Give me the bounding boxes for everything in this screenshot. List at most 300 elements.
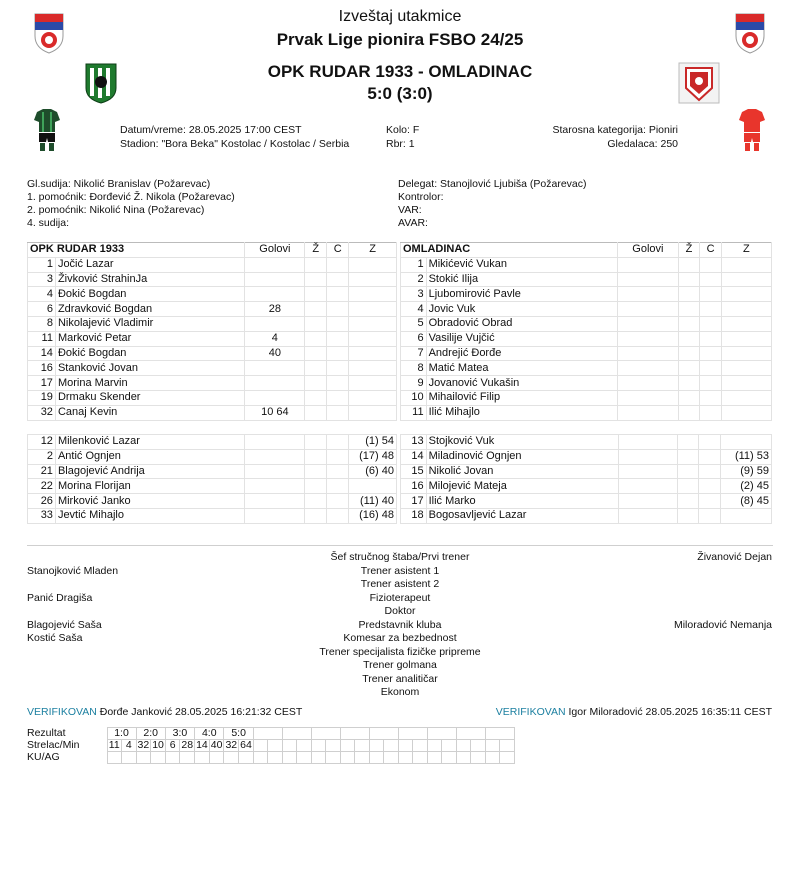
player-sub xyxy=(721,257,771,272)
staff-role: Trener golmana xyxy=(363,659,437,671)
player-yellow xyxy=(678,346,700,361)
player-number: 17 xyxy=(28,376,56,391)
player-red xyxy=(327,435,349,450)
sub-row xyxy=(28,449,397,464)
player-row xyxy=(401,302,772,317)
player-yellow xyxy=(678,361,700,376)
kuag-cell xyxy=(282,752,297,764)
player-goals xyxy=(617,316,678,331)
player-sub xyxy=(721,316,771,331)
player-goals xyxy=(617,287,678,302)
player-goals: 4 xyxy=(245,331,305,346)
player-name: Ilić Marko xyxy=(426,494,618,509)
scorer-cell xyxy=(282,740,297,752)
score-grid xyxy=(27,727,515,764)
league-title: Prvak Lige pionira FSBO 24/25 xyxy=(276,30,524,49)
player-red xyxy=(700,346,722,361)
player-sub xyxy=(349,361,397,376)
kuag-cell xyxy=(151,752,166,764)
player-name: Nikolić Jovan xyxy=(426,464,618,479)
player-goals xyxy=(618,508,678,523)
main-referee: Gl.sudija: Nikolić Branislav (Požarevac) xyxy=(27,178,211,190)
player-row xyxy=(401,390,772,405)
player-yellow xyxy=(305,479,327,494)
player-sub: (11) 53 xyxy=(720,449,771,464)
staff-role: Predstavnik kluba xyxy=(358,618,442,631)
player-goals xyxy=(617,361,678,376)
player-sub xyxy=(349,390,397,405)
player-number: 21 xyxy=(28,464,56,479)
player-number: 26 xyxy=(28,494,56,509)
sub-row xyxy=(28,508,397,523)
player-sub xyxy=(721,405,771,420)
player-red xyxy=(700,390,722,405)
player-sub xyxy=(720,435,771,450)
kuag-cell xyxy=(369,752,384,764)
red-header: C xyxy=(700,243,722,258)
player-name: Marković Petar xyxy=(55,331,245,346)
scorer-cell: 28 xyxy=(181,739,194,751)
player-yellow xyxy=(678,376,700,391)
player-name: Drmaku Skender xyxy=(55,390,245,405)
player-row xyxy=(401,361,772,376)
player-red xyxy=(700,361,722,376)
player-yellow xyxy=(305,272,327,287)
player-red xyxy=(327,316,349,331)
player-red xyxy=(327,257,349,272)
result-cell xyxy=(340,728,369,740)
delegate: Delegat: Stanojlović Ljubiša (Požarevac) xyxy=(398,178,587,190)
player-sub: (17) 48 xyxy=(348,449,396,464)
player-row xyxy=(28,272,397,287)
sub-header: Z xyxy=(349,243,397,258)
scorer-cell: 10 xyxy=(152,739,164,751)
kuag-cell xyxy=(326,752,341,764)
kuag-cell xyxy=(268,752,283,764)
player-red xyxy=(700,376,722,391)
score-grid-row xyxy=(27,728,514,740)
player-name: Đokić Bogdan xyxy=(55,346,245,361)
scorer-cell xyxy=(340,740,355,752)
player-goals xyxy=(245,508,305,523)
player-number: 8 xyxy=(28,316,56,331)
player-red xyxy=(327,302,349,317)
player-row xyxy=(401,405,772,420)
player-yellow xyxy=(305,257,327,272)
player-name: Zdravković Bogdan xyxy=(55,302,245,317)
player-sub xyxy=(721,361,771,376)
player-red xyxy=(699,479,720,494)
player-red xyxy=(327,376,349,391)
player-number: 14 xyxy=(28,346,56,361)
player-yellow xyxy=(305,464,327,479)
staff-role: Komesar za bezbednost xyxy=(343,632,457,644)
player-number: 13 xyxy=(401,435,427,450)
player-goals xyxy=(245,494,305,509)
player-sub xyxy=(349,316,397,331)
kuag-cell xyxy=(209,752,224,764)
player-goals xyxy=(618,464,678,479)
sub-row xyxy=(401,449,772,464)
player-name: Vasilije Vujčić xyxy=(426,331,617,346)
player-name: Jočić Lazar xyxy=(55,257,245,272)
player-yellow xyxy=(678,390,700,405)
player-goals xyxy=(618,435,678,450)
player-red xyxy=(699,494,720,509)
player-yellow xyxy=(678,464,699,479)
player-red xyxy=(700,331,722,346)
scorer-cell: 11 xyxy=(108,739,120,751)
score-grid-label: Strelac/Min xyxy=(27,739,80,751)
player-name: Nikolajević Vladimir xyxy=(55,316,245,331)
player-red xyxy=(699,508,720,523)
kuag-cell xyxy=(224,752,239,764)
home-verified-tag: VERIFIKOVAN xyxy=(27,706,97,718)
player-sub xyxy=(720,508,771,523)
score-grid-label: KU/AG xyxy=(27,751,60,763)
scorer-cell xyxy=(268,740,283,752)
home-staff-member: Panić Dragiša xyxy=(27,591,93,604)
var-official: VAR: xyxy=(398,204,422,216)
away-team-name: OMLADINAC xyxy=(401,243,618,258)
player-goals xyxy=(618,494,678,509)
player-goals xyxy=(245,435,305,450)
kuag-cell xyxy=(471,752,486,764)
player-sub xyxy=(348,479,396,494)
score-grid-row xyxy=(27,752,514,764)
home-verified-text: Đorđe Janković 28.05.2025 16:21:32 CEST xyxy=(99,706,303,718)
player-sub: (11) 40 xyxy=(348,494,396,509)
player-number: 1 xyxy=(401,257,427,272)
player-yellow xyxy=(305,361,327,376)
player-goals xyxy=(245,390,305,405)
player-sub xyxy=(349,331,397,346)
result-cell: 1:0 xyxy=(107,728,136,740)
player-number: 19 xyxy=(28,390,56,405)
kuag-cell xyxy=(355,752,370,764)
kuag-cell xyxy=(398,752,413,764)
scorer-cell xyxy=(369,740,384,752)
player-row xyxy=(401,272,772,287)
player-row xyxy=(28,405,397,420)
away-kit-icon xyxy=(738,108,766,152)
assistant-referee-2: 2. pomoćnik: Nikolić Nina (Požarevac) xyxy=(27,204,205,216)
player-name: Jevtić Mihajlo xyxy=(55,508,245,523)
result-cell xyxy=(369,728,398,740)
scorer-cell: 40 xyxy=(210,739,223,751)
player-red xyxy=(327,346,349,361)
match-title: OPK RUDAR 1933 - OMLADINAC xyxy=(267,62,533,81)
home-team-name: OPK RUDAR 1933 xyxy=(28,243,245,258)
home-staff-member: Kostić Saša xyxy=(27,632,83,644)
player-row xyxy=(28,287,397,302)
result-cell xyxy=(456,728,485,740)
player-red xyxy=(327,361,349,376)
sub-row xyxy=(28,464,397,479)
controller: Kontrolor: xyxy=(398,191,444,203)
sub-row xyxy=(401,479,772,494)
scorer-cell: 64 xyxy=(240,739,252,751)
player-goals xyxy=(618,449,678,464)
player-goals xyxy=(618,479,678,494)
player-yellow xyxy=(678,508,699,523)
result-cell: 2:0 xyxy=(136,728,165,740)
player-name: Ljubomirović Pavle xyxy=(426,287,617,302)
player-red xyxy=(699,435,720,450)
player-name: Antić Ognjen xyxy=(55,449,245,464)
assistant-referee-1: 1. pomoćnik: Đorđević Ž. Nikola (Požarevac) xyxy=(27,191,235,203)
player-sub: (1) 54 xyxy=(348,435,396,450)
player-name: Đokić Bogdan xyxy=(55,287,245,302)
player-yellow xyxy=(678,272,700,287)
scorer-cell xyxy=(311,740,326,752)
player-yellow xyxy=(678,435,699,450)
player-yellow xyxy=(678,316,700,331)
player-goals xyxy=(617,376,678,391)
kuag-cell xyxy=(165,752,180,764)
staff-role: Trener asistent 2 xyxy=(360,578,440,590)
player-number: 15 xyxy=(401,464,427,479)
player-name: Bogosavljević Lazar xyxy=(426,508,618,523)
scorer-cell xyxy=(500,740,515,752)
player-goals: 40 xyxy=(245,346,305,361)
home-club-logo-icon xyxy=(84,62,118,104)
player-number: 6 xyxy=(28,302,56,317)
player-sub xyxy=(349,287,397,302)
player-sub: (6) 40 xyxy=(348,464,396,479)
age-category: Starosna kategorija: Pioniri xyxy=(552,124,678,136)
away-staff-member: Živanović Dejan xyxy=(697,551,772,563)
away-staff-member: Miloradović Nemanja xyxy=(673,618,772,631)
player-yellow xyxy=(305,376,327,391)
player-name: Stojković Vuk xyxy=(426,435,618,450)
player-goals xyxy=(245,316,305,331)
player-red xyxy=(327,494,349,509)
scorer-cell xyxy=(326,740,341,752)
scorer-cell xyxy=(253,740,268,752)
player-sub: (8) 45 xyxy=(720,494,771,509)
player-name: Canaj Kevin xyxy=(55,405,245,420)
player-red xyxy=(700,272,722,287)
player-goals: 10 64 xyxy=(245,405,305,420)
player-red xyxy=(700,405,722,420)
kuag-cell xyxy=(485,752,500,764)
scorer-cell: 6 xyxy=(165,740,180,752)
sub-row xyxy=(401,464,772,479)
player-red xyxy=(327,464,349,479)
scorer-cell xyxy=(442,740,457,752)
player-number: 18 xyxy=(401,508,427,523)
match-number: Rbr: 1 xyxy=(386,138,415,150)
kuag-cell xyxy=(427,752,442,764)
player-yellow xyxy=(305,346,327,361)
kuag-cell xyxy=(340,752,355,764)
sub-row xyxy=(401,494,772,509)
player-name: Stanković Jovan xyxy=(55,361,245,376)
player-sub xyxy=(721,287,771,302)
home-subs-table xyxy=(27,434,397,524)
player-number: 11 xyxy=(401,405,427,420)
kuag-cell xyxy=(239,752,254,764)
staff-divider xyxy=(27,545,773,546)
kuag-cell xyxy=(180,752,195,764)
result-cell xyxy=(398,728,427,740)
player-sub xyxy=(349,302,397,317)
match-stadium: Stadion: "Bora Beka" Kostolac / Kostolac / Serbia xyxy=(120,138,350,150)
player-name: Blagojević Andrija xyxy=(55,464,245,479)
player-yellow xyxy=(678,331,700,346)
player-name: Morina Florijan xyxy=(55,479,245,494)
player-red xyxy=(327,449,349,464)
sub-row xyxy=(28,479,397,494)
player-yellow xyxy=(678,405,700,420)
player-name: Matić Matea xyxy=(426,361,617,376)
player-row xyxy=(28,316,397,331)
player-sub xyxy=(721,272,771,287)
player-sub xyxy=(721,302,771,317)
player-number: 2 xyxy=(28,449,56,464)
player-number: 3 xyxy=(28,272,56,287)
federation-logo-right-icon xyxy=(734,12,766,54)
kuag-cell xyxy=(442,752,457,764)
player-name: Mihailović Filip xyxy=(426,390,617,405)
result-cell xyxy=(427,728,456,740)
sub-row xyxy=(401,435,772,450)
player-number: 16 xyxy=(401,479,427,494)
player-number: 3 xyxy=(401,287,427,302)
player-row xyxy=(401,376,772,391)
player-yellow xyxy=(678,449,699,464)
player-number: 7 xyxy=(401,346,427,361)
player-number: 16 xyxy=(28,361,56,376)
kuag-cell xyxy=(195,752,210,764)
player-name: Jovic Vuk xyxy=(426,302,617,317)
player-number: 12 xyxy=(28,435,56,450)
player-red xyxy=(699,449,720,464)
player-number: 5 xyxy=(401,316,427,331)
kuag-cell xyxy=(297,752,312,764)
staff-role: Ekonom xyxy=(380,686,420,698)
player-goals xyxy=(245,479,305,494)
goals-header: Golovi xyxy=(245,243,305,258)
player-yellow xyxy=(305,435,327,450)
player-sub xyxy=(721,390,771,405)
player-red xyxy=(327,390,349,405)
player-sub: (2) 45 xyxy=(720,479,771,494)
away-verified-tag: VERIFIKOVAN xyxy=(495,706,566,718)
player-goals xyxy=(617,390,678,405)
staff-role: Doktor xyxy=(384,605,416,617)
player-number: 9 xyxy=(401,376,427,391)
away-verified-text: Igor Miloradović 28.05.2025 16:35:11 CEST xyxy=(568,706,772,718)
player-red xyxy=(699,464,720,479)
scorer-cell xyxy=(485,740,500,752)
player-yellow xyxy=(305,302,327,317)
player-goals xyxy=(245,449,305,464)
player-yellow xyxy=(678,287,700,302)
player-yellow xyxy=(305,494,327,509)
player-row xyxy=(28,361,397,376)
player-red xyxy=(327,272,349,287)
spectators: Gledalaca: 250 xyxy=(607,138,678,150)
player-yellow xyxy=(305,390,327,405)
player-sub: (9) 59 xyxy=(720,464,771,479)
player-sub xyxy=(721,331,771,346)
player-sub xyxy=(349,257,397,272)
kuag-cell xyxy=(384,752,399,764)
player-row xyxy=(401,316,772,331)
scorer-cell: 32 xyxy=(225,739,238,751)
player-goals xyxy=(617,405,678,420)
player-yellow xyxy=(305,449,327,464)
player-number: 32 xyxy=(28,405,56,420)
player-number: 2 xyxy=(401,272,427,287)
player-red xyxy=(327,331,349,346)
player-row xyxy=(28,346,397,361)
away-club-logo-icon xyxy=(678,62,720,104)
kuag-cell xyxy=(122,752,137,764)
scorer-cell: 4 xyxy=(122,740,137,752)
scorer-cell: 14 xyxy=(196,739,208,751)
result-cell: 3:0 xyxy=(165,728,194,740)
player-goals xyxy=(617,331,678,346)
scorer-cell xyxy=(297,740,312,752)
player-name: Mikićević Vukan xyxy=(426,257,617,272)
player-number: 17 xyxy=(401,494,427,509)
player-sub: (16) 48 xyxy=(348,508,396,523)
home-staff-member: Stanojković Mladen xyxy=(27,564,119,577)
match-score: 5:0 (3:0) xyxy=(367,84,433,103)
player-number: 22 xyxy=(28,479,56,494)
player-number: 6 xyxy=(401,331,427,346)
player-row xyxy=(401,346,772,361)
match-datetime: Datum/vreme: 28.05.2025 17:00 CEST xyxy=(120,124,302,136)
report-title: Izveštaj utakmice xyxy=(338,8,462,25)
scorer-cell xyxy=(355,740,370,752)
result-cell: 5:0 xyxy=(224,728,253,740)
player-sub xyxy=(349,346,397,361)
player-goals xyxy=(617,346,678,361)
player-name: Miladinović Ognjen xyxy=(426,449,618,464)
red-header: C xyxy=(327,243,349,258)
player-number: 33 xyxy=(28,508,56,523)
player-goals xyxy=(617,272,678,287)
home-lineup-table xyxy=(27,242,397,421)
home-kit-icon xyxy=(33,108,61,152)
scorer-cell xyxy=(384,740,399,752)
player-goals xyxy=(245,376,305,391)
player-goals xyxy=(245,287,305,302)
kuag-cell xyxy=(311,752,326,764)
result-cell xyxy=(485,728,514,740)
player-number: 8 xyxy=(401,361,427,376)
player-sub xyxy=(349,376,397,391)
staff-role: Trener asistent 1 xyxy=(360,564,440,577)
player-red xyxy=(700,316,722,331)
player-name: Andrejić Đorđe xyxy=(426,346,617,361)
yellow-header: Ž xyxy=(678,243,700,258)
scorer-cell xyxy=(456,740,471,752)
player-red xyxy=(327,405,349,420)
federation-logo-left-icon xyxy=(33,12,65,54)
player-goals xyxy=(245,464,305,479)
player-name: Živković StrahinJa xyxy=(55,272,245,287)
player-row xyxy=(28,390,397,405)
kuag-cell xyxy=(413,752,428,764)
player-row xyxy=(28,331,397,346)
kuag-cell xyxy=(107,752,122,764)
player-red xyxy=(327,479,349,494)
